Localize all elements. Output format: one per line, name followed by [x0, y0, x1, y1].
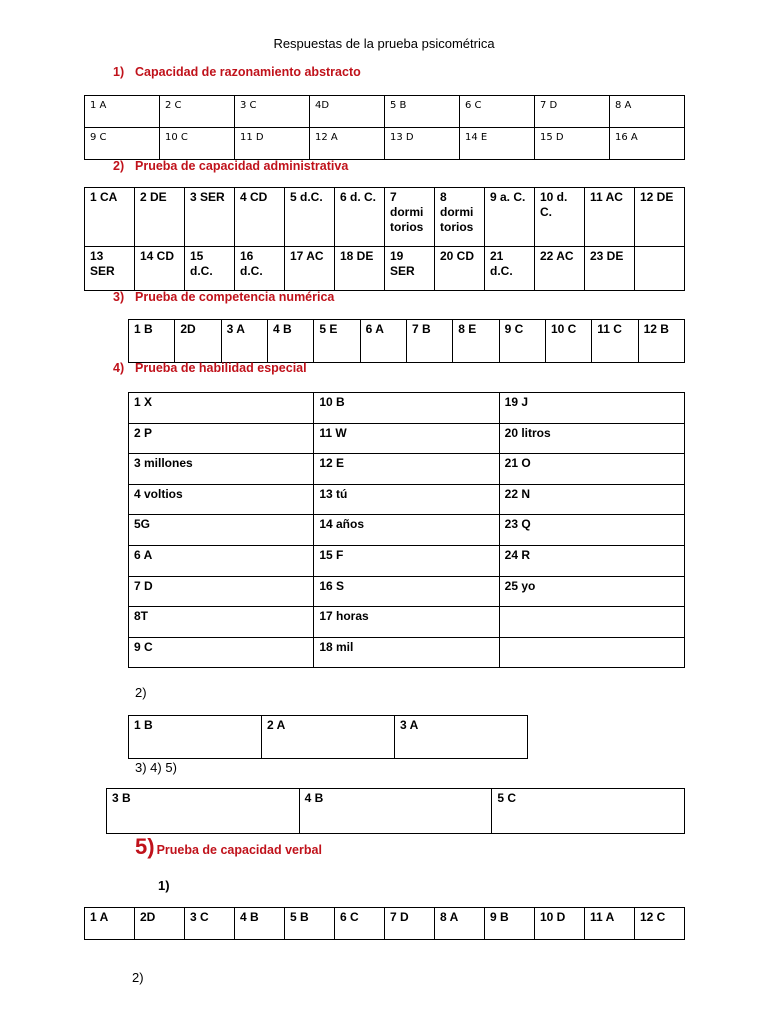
section-heading-numerica [113, 290, 334, 304]
table-cell: 10 d. C. [535, 188, 585, 247]
section-heading-administrativa [113, 159, 348, 173]
table-cell: 7 B [406, 320, 452, 363]
table-cell: 12 B [638, 320, 684, 363]
table-cell: 3 SER [185, 188, 235, 247]
answers-table-especial-3-4-5 [106, 788, 685, 834]
table-cell: 4 B [299, 789, 492, 834]
table-cell: 16 A [610, 128, 685, 160]
table-row [85, 247, 685, 291]
table-cell: 8T [129, 607, 314, 638]
table-cell: 3 A [395, 716, 528, 759]
table-cell: 14 CD [135, 247, 185, 291]
table-cell: 13 D [385, 128, 460, 160]
table-cell: 5 B [285, 908, 335, 940]
sub-label-2: 2) [135, 685, 147, 700]
table-cell: 25 yo [499, 576, 684, 607]
section-number: 1) [113, 65, 125, 79]
table-cell: 8 A [610, 96, 685, 128]
table-cell: 11 C [592, 320, 638, 363]
table-cell: 17 horas [314, 607, 499, 638]
table-cell: 9 a. C. [485, 188, 535, 247]
answers-table-especial [128, 392, 685, 668]
table-cell: 9 C [129, 637, 314, 668]
table-cell: 3 C [185, 908, 235, 940]
section-number: 3) [113, 290, 125, 304]
table-cell: 16 d.C. [235, 247, 285, 291]
table-cell: 1 A [85, 96, 160, 128]
section-number: 5) [135, 834, 155, 859]
table-cell: 7 D [129, 576, 314, 607]
table-cell: 4 B [267, 320, 313, 363]
table-cell: 20 litros [499, 423, 684, 454]
table-cell: 22 N [499, 484, 684, 515]
section-title: Capacidad de razonamiento abstracto [135, 65, 361, 79]
table-cell: 4D [310, 96, 385, 128]
table-row [129, 545, 685, 576]
table-row [129, 393, 685, 424]
table-cell: 1 CA [85, 188, 135, 247]
answers-table-administrativa [84, 187, 685, 291]
table-cell: 6 A [360, 320, 406, 363]
table-cell: 12 DE [635, 188, 685, 247]
table-cell: 9 B [485, 908, 535, 940]
section-heading-especial [113, 361, 307, 375]
table-cell: 2 C [160, 96, 235, 128]
table-cell: 17 AC [285, 247, 335, 291]
table-cell: 24 R [499, 545, 684, 576]
table-cell: 14 E [460, 128, 535, 160]
table-cell: 18 mil [314, 637, 499, 668]
table-cell: 2 DE [135, 188, 185, 247]
table-cell: 2 A [262, 716, 395, 759]
table-cell: 5 C [492, 789, 685, 834]
table-cell: 13 SER [85, 247, 135, 291]
answers-table-abstracto [84, 95, 685, 160]
table-cell: 4 B [235, 908, 285, 940]
table-cell [499, 607, 684, 638]
table-cell: 7 D [385, 908, 435, 940]
table-cell: 11 D [235, 128, 310, 160]
table-cell: 7 dormi torios [385, 188, 435, 247]
table-cell: 2 P [129, 423, 314, 454]
table-cell: 5 E [314, 320, 360, 363]
answers-table-numerica [128, 319, 685, 363]
table-cell: 23 DE [585, 247, 635, 291]
table-cell: 18 DE [335, 247, 385, 291]
table-cell: 13 tú [314, 484, 499, 515]
table-cell: 15 F [314, 545, 499, 576]
table-cell: 5G [129, 515, 314, 546]
table-cell: 5 d.C. [285, 188, 335, 247]
table-cell: 5 B [385, 96, 460, 128]
table-cell [635, 247, 685, 291]
table-cell: 1 X [129, 393, 314, 424]
table-row [129, 607, 685, 638]
table-cell: 6 C [335, 908, 385, 940]
section-title: Prueba de habilidad especial [135, 361, 307, 375]
table-cell: 9 C [85, 128, 160, 160]
table-cell: 15 D [535, 128, 610, 160]
table-cell: 20 CD [435, 247, 485, 291]
table-cell: 22 AC [535, 247, 585, 291]
table-row [85, 96, 685, 128]
table-cell [499, 637, 684, 668]
table-cell: 12 C [635, 908, 685, 940]
table-row [129, 515, 685, 546]
section-heading-abstracto [113, 65, 361, 79]
table-cell: 8 A [435, 908, 485, 940]
table-row [85, 128, 685, 160]
section-title: Prueba de capacidad verbal [156, 843, 322, 857]
answers-table-verbal-1 [84, 907, 685, 940]
table-cell: 11 W [314, 423, 499, 454]
table-cell: 19 SER [385, 247, 435, 291]
table-cell: 12 A [310, 128, 385, 160]
table-cell: 3 millones [129, 454, 314, 485]
section-heading-verbal [135, 834, 322, 860]
table-row [129, 716, 528, 759]
table-cell: 21 d.C. [485, 247, 535, 291]
table-cell: 1 B [129, 716, 262, 759]
table-row [129, 576, 685, 607]
section-title: Prueba de capacidad administrativa [135, 159, 349, 173]
table-row [129, 637, 685, 668]
table-cell: 15 d.C. [185, 247, 235, 291]
table-cell: 23 Q [499, 515, 684, 546]
table-cell: 19 J [499, 393, 684, 424]
table-row [85, 908, 685, 940]
table-cell: 1 A [85, 908, 135, 940]
table-row [129, 320, 685, 363]
sub-label-3-4-5: 3) 4) 5) [135, 760, 177, 775]
table-cell: 10 D [535, 908, 585, 940]
table-cell: 10 C [545, 320, 591, 363]
table-cell: 7 D [535, 96, 610, 128]
table-row [85, 188, 685, 247]
page-title: Respuestas de la prueba psicométrica [273, 36, 495, 51]
table-cell: 8 dormi torios [435, 188, 485, 247]
table-cell: 6 d. C. [335, 188, 385, 247]
table-cell: 11 A [585, 908, 635, 940]
table-row [129, 454, 685, 485]
table-cell: 21 O [499, 454, 684, 485]
table-cell: 4 CD [235, 188, 285, 247]
table-cell: 9 C [499, 320, 545, 363]
table-row [129, 484, 685, 515]
table-cell: 16 S [314, 576, 499, 607]
answers-table-especial-2 [128, 715, 528, 759]
table-cell: 14 años [314, 515, 499, 546]
table-cell: 10 C [160, 128, 235, 160]
table-cell: 3 C [235, 96, 310, 128]
section-number: 2) [113, 159, 125, 173]
table-cell: 8 E [453, 320, 499, 363]
table-cell: 12 E [314, 454, 499, 485]
table-cell: 4 voltios [129, 484, 314, 515]
sub-label-verbal-1: 1) [158, 878, 170, 893]
section-number: 4) [113, 361, 125, 375]
sub-label-verbal-2: 2) [132, 970, 144, 985]
table-cell: 2D [175, 320, 221, 363]
table-cell: 3 A [221, 320, 267, 363]
table-cell: 3 B [107, 789, 300, 834]
section-title: Prueba de competencia numérica [135, 290, 335, 304]
table-cell: 10 B [314, 393, 499, 424]
table-cell: 6 C [460, 96, 535, 128]
table-cell: 6 A [129, 545, 314, 576]
table-cell: 2D [135, 908, 185, 940]
table-cell: 11 AC [585, 188, 635, 247]
table-row [129, 423, 685, 454]
table-row [107, 789, 685, 834]
table-cell: 1 B [129, 320, 175, 363]
